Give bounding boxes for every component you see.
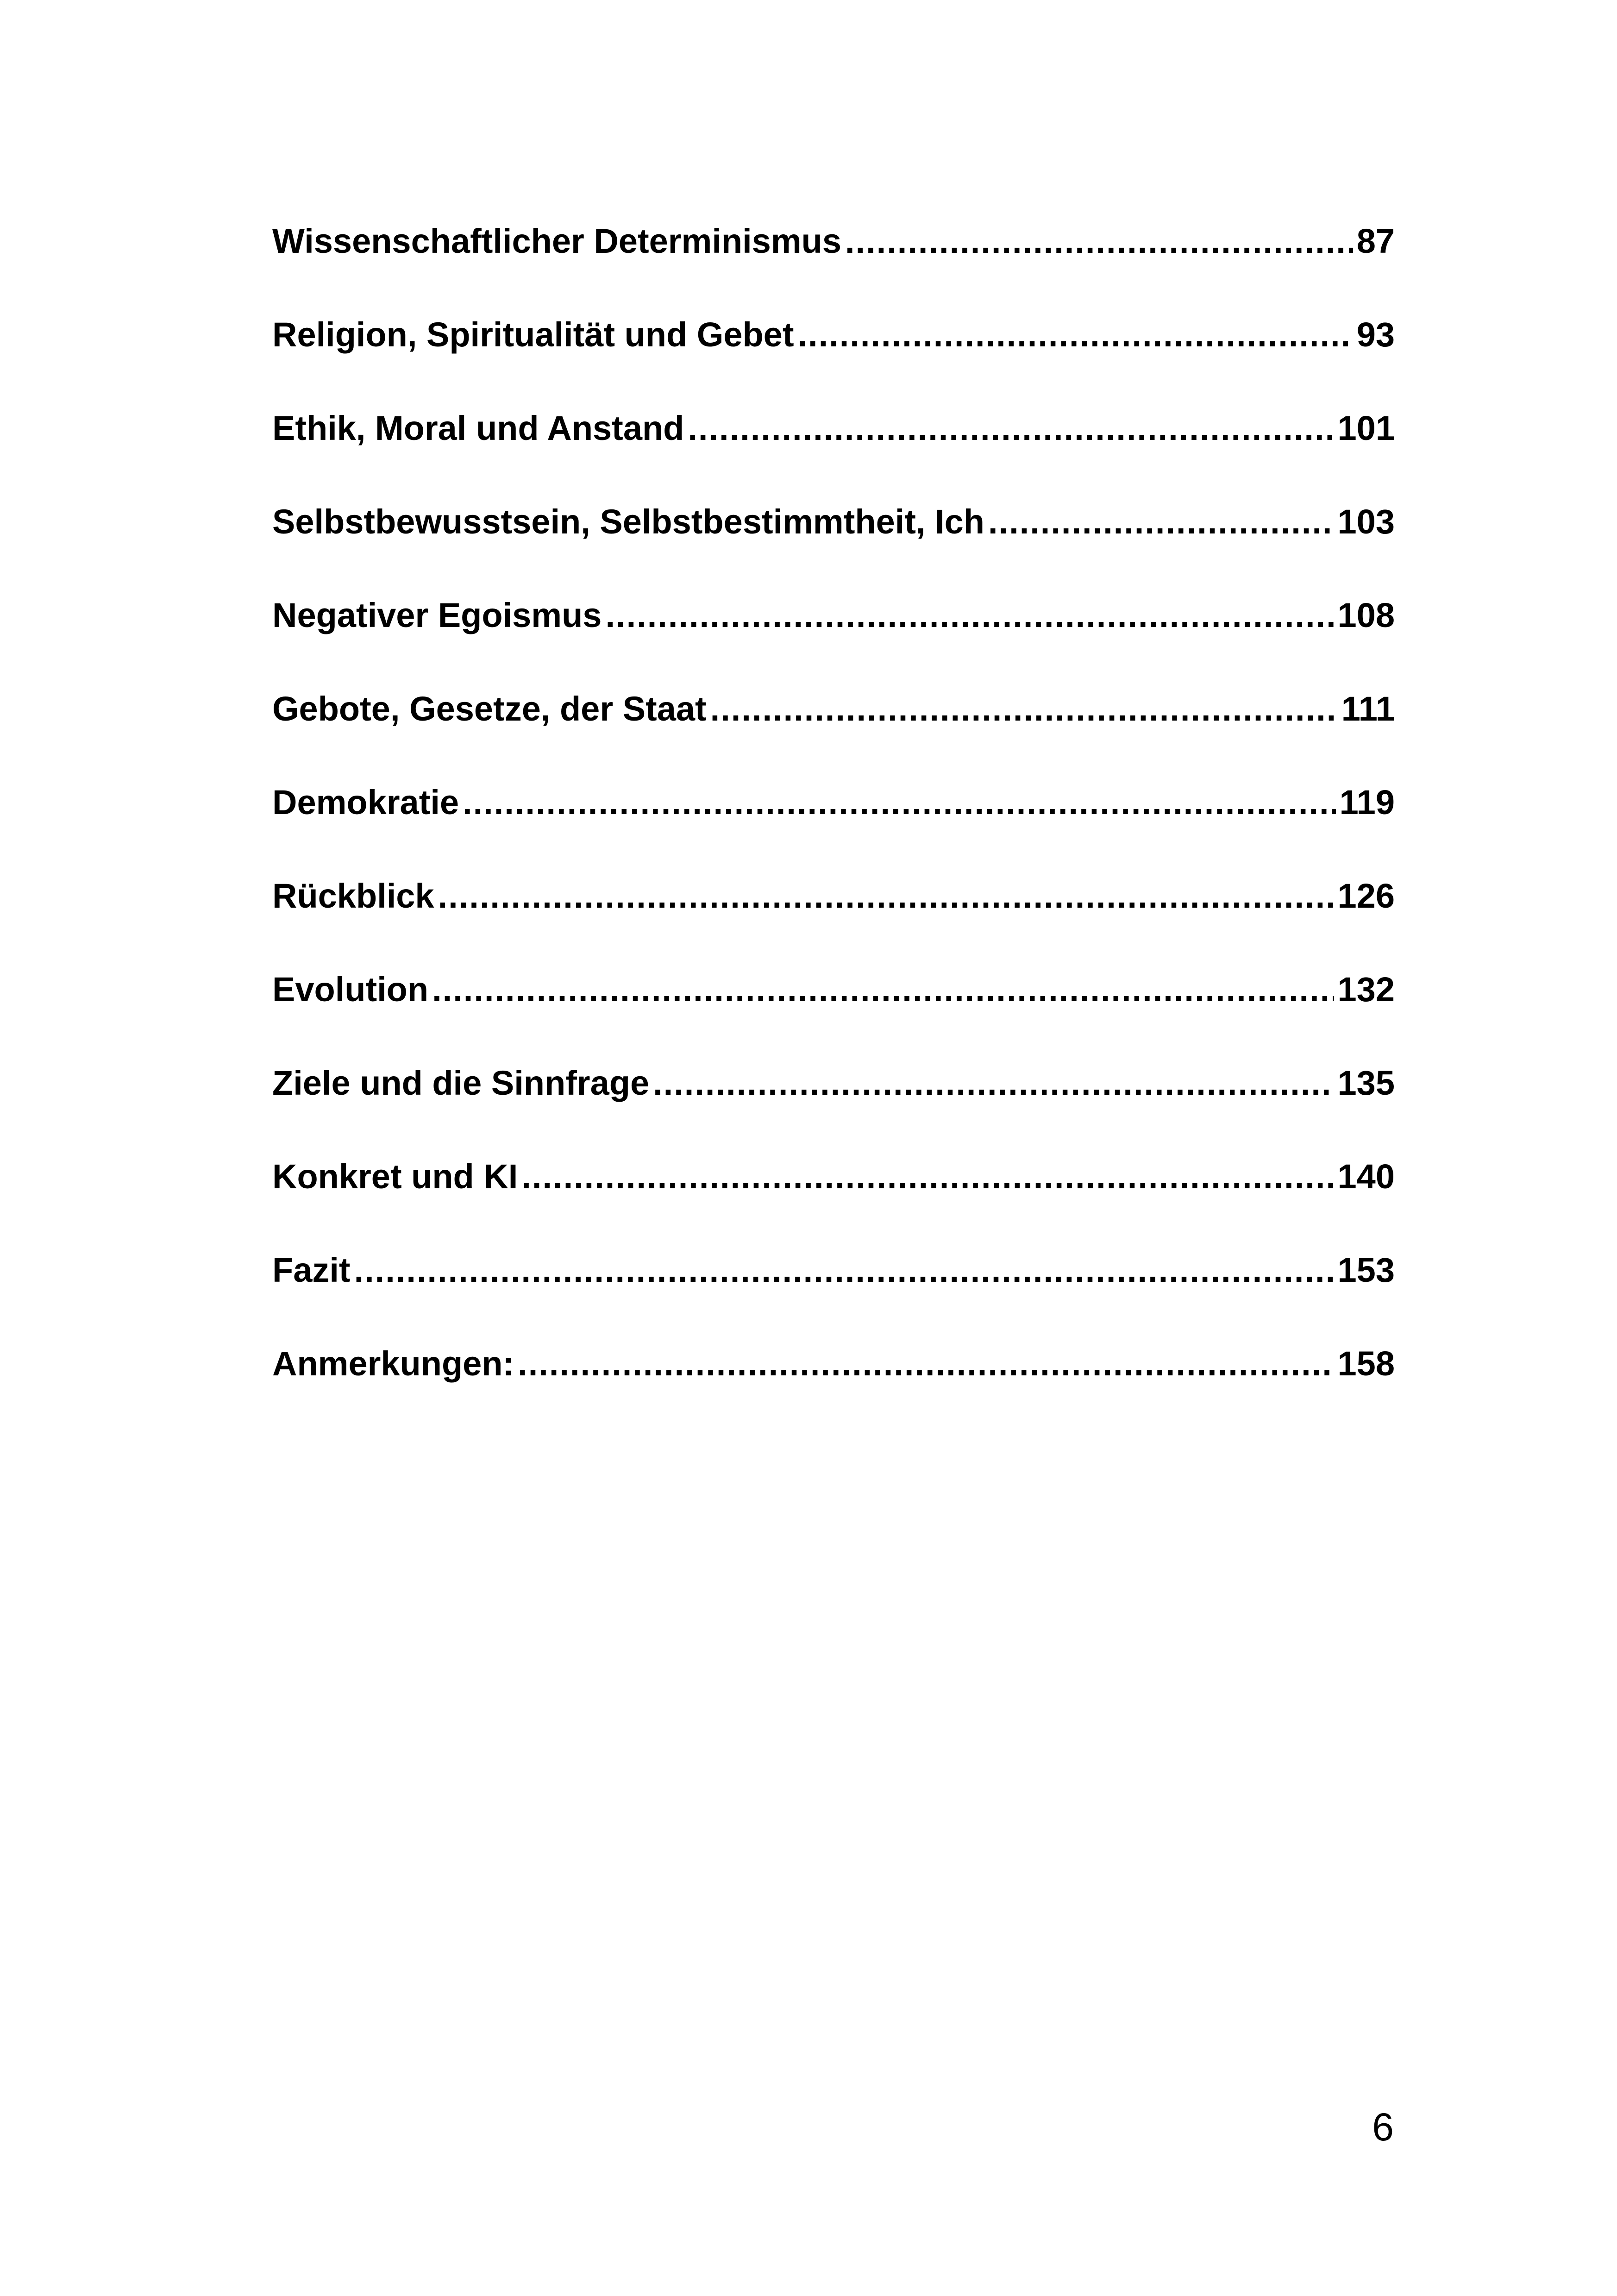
toc-entry[interactable] (272, 876, 1395, 970)
toc-dot-leader (653, 1063, 1334, 1103)
toc-dot-leader (988, 502, 1334, 541)
toc-entry-title: Selbstbewusstsein, Selbstbestimmtheit, Ich (272, 502, 984, 541)
toc-dot-leader (605, 596, 1334, 635)
toc-entry[interactable] (272, 970, 1395, 1063)
toc-entry-title: Ziele und die Sinnfrage (272, 1064, 650, 1102)
toc-dot-leader (688, 408, 1334, 448)
toc-entry-title: Fazit (272, 1251, 351, 1289)
toc-dot-leader (354, 1250, 1334, 1290)
toc-entry-title: Evolution (272, 970, 429, 1009)
toc-dot-leader (432, 970, 1334, 1009)
toc-entry-page: 93 (1356, 315, 1395, 354)
toc-dot-leader (518, 1344, 1334, 1383)
toc-entry-page: 87 (1356, 222, 1395, 260)
toc-entry[interactable] (272, 596, 1395, 689)
toc-entry-title: Negativer Egoismus (272, 596, 602, 634)
toc-entry[interactable] (272, 1250, 1395, 1344)
toc-entry[interactable] (272, 221, 1395, 315)
toc-entry-title: Wissenschaftlicher Determinismus (272, 222, 841, 260)
toc-entry-page: 101 (1337, 409, 1395, 447)
toc-entry-page: 108 (1337, 596, 1395, 634)
toc-dot-leader (710, 689, 1338, 728)
toc-dot-leader (845, 221, 1353, 261)
toc-dot-leader (521, 1157, 1334, 1196)
toc-entry-title: Demokratie (272, 783, 459, 822)
toc-entry[interactable] (272, 1157, 1395, 1250)
toc-entry-title: Gebote, Gesetze, der Staat (272, 690, 707, 728)
toc-entry-page: 132 (1337, 970, 1395, 1009)
toc-entry-page: 126 (1337, 877, 1395, 915)
toc-entry-page: 103 (1337, 502, 1395, 541)
toc-dot-leader (797, 315, 1353, 354)
toc-entry-title: Rückblick (272, 877, 434, 915)
toc-entry-title: Anmerkungen: (272, 1344, 514, 1383)
toc-entry[interactable] (272, 315, 1395, 408)
table-of-contents (272, 221, 1395, 1437)
toc-entry-title: Religion, Spiritualität und Gebet (272, 315, 794, 354)
toc-entry-page: 153 (1337, 1251, 1395, 1289)
toc-entry[interactable] (272, 1063, 1395, 1157)
toc-entry[interactable] (272, 502, 1395, 596)
page-number: 6 (1372, 2105, 1394, 2149)
toc-entry-page: 158 (1337, 1344, 1395, 1383)
toc-entry-title: Ethik, Moral und Anstand (272, 409, 684, 447)
toc-entry-page: 135 (1337, 1064, 1395, 1102)
toc-entry[interactable] (272, 783, 1395, 876)
toc-dot-leader (438, 876, 1334, 916)
toc-entry[interactable] (272, 408, 1395, 502)
toc-entry-page: 140 (1337, 1157, 1395, 1196)
toc-entry-title: Konkret und KI (272, 1157, 518, 1196)
toc-entry[interactable] (272, 1344, 1395, 1437)
toc-entry-page: 111 (1341, 690, 1395, 728)
toc-entry-page: 119 (1339, 783, 1395, 822)
toc-entry[interactable] (272, 689, 1395, 783)
toc-dot-leader (463, 783, 1336, 822)
